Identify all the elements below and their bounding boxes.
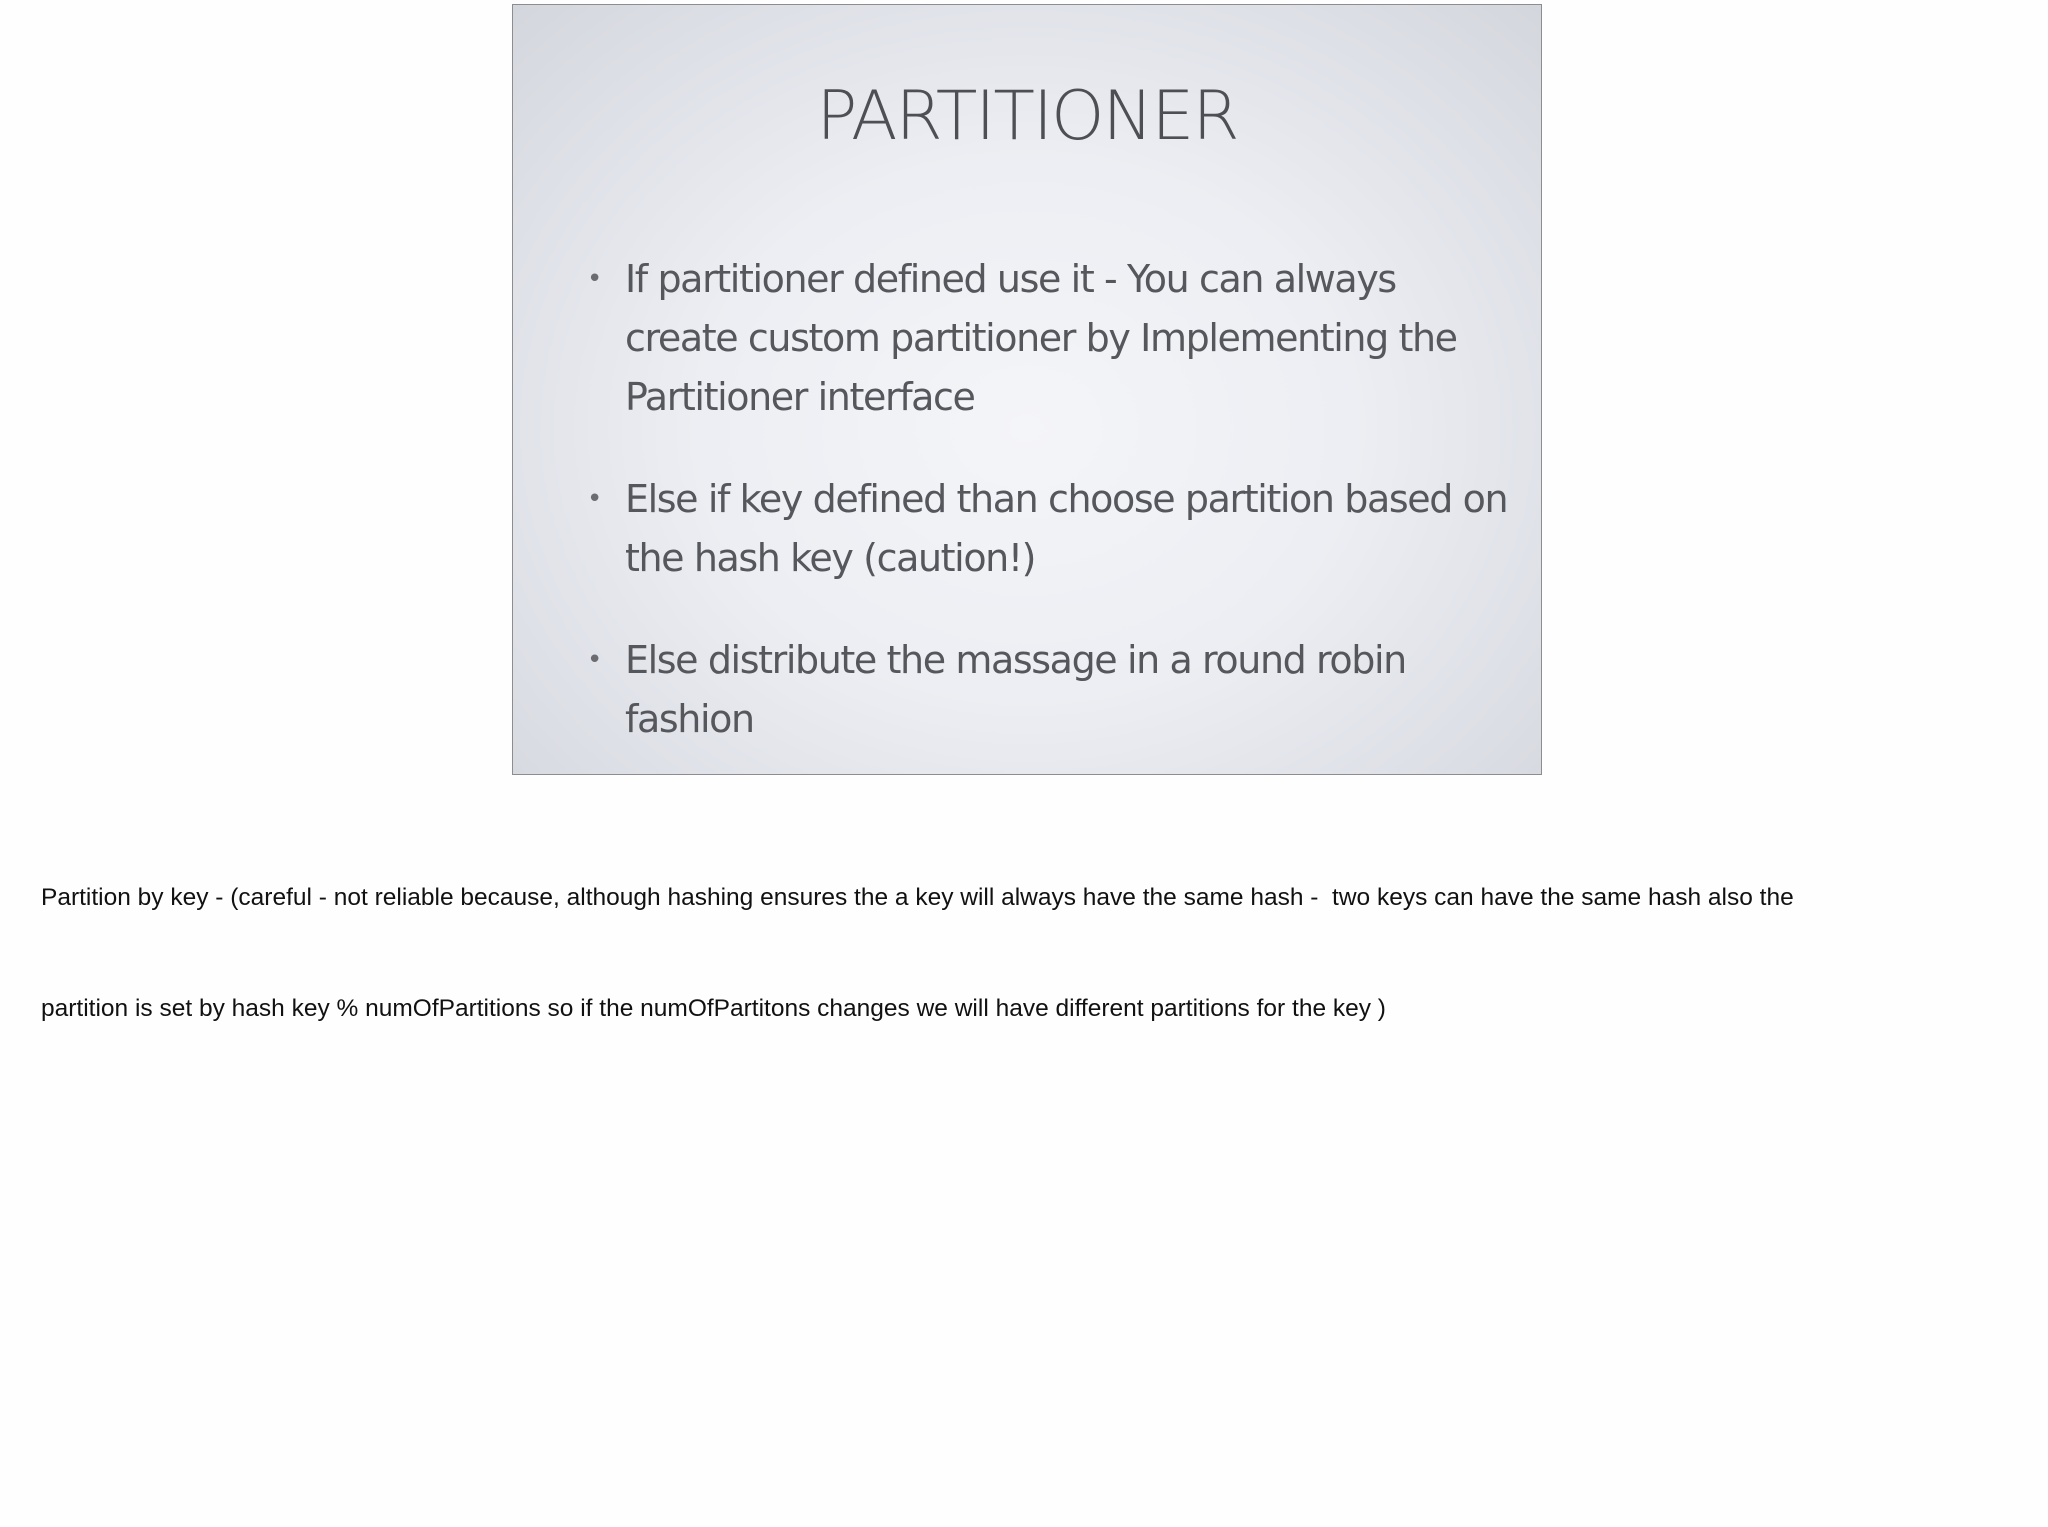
bullet-dot-icon: • [587,645,601,675]
bullet-text: If partitioner defined use it - You can always create custom partitioner by Implementing the Partitioner interface [625,257,1457,419]
bullet-text: Else distribute the massage in a round robin fashion [625,638,1406,741]
notes-line: Partition by key - (careful - not reliable because, although hashing ensures the a key will always have the same hash - two keys can have the same hash also the [41,884,1794,911]
slide [512,4,1542,775]
notes-line: partition is set by hash key % numOfPartitions so if the numOfPartitons changes we will have different partitions for the key ) [41,995,1386,1022]
bullet-dot-icon: • [587,264,601,294]
bullet-item [587,631,1517,749]
slide-title: PARTITIONER [816,77,1238,156]
bullet-list [587,250,1517,775]
speaker-notes [41,805,2001,1101]
bullet-item [587,470,1517,588]
bullet-item [587,250,1517,427]
bullet-dot-icon: • [587,484,601,514]
bullet-text: Else if key defined than choose partition based on the hash key (caution!) [625,477,1508,580]
